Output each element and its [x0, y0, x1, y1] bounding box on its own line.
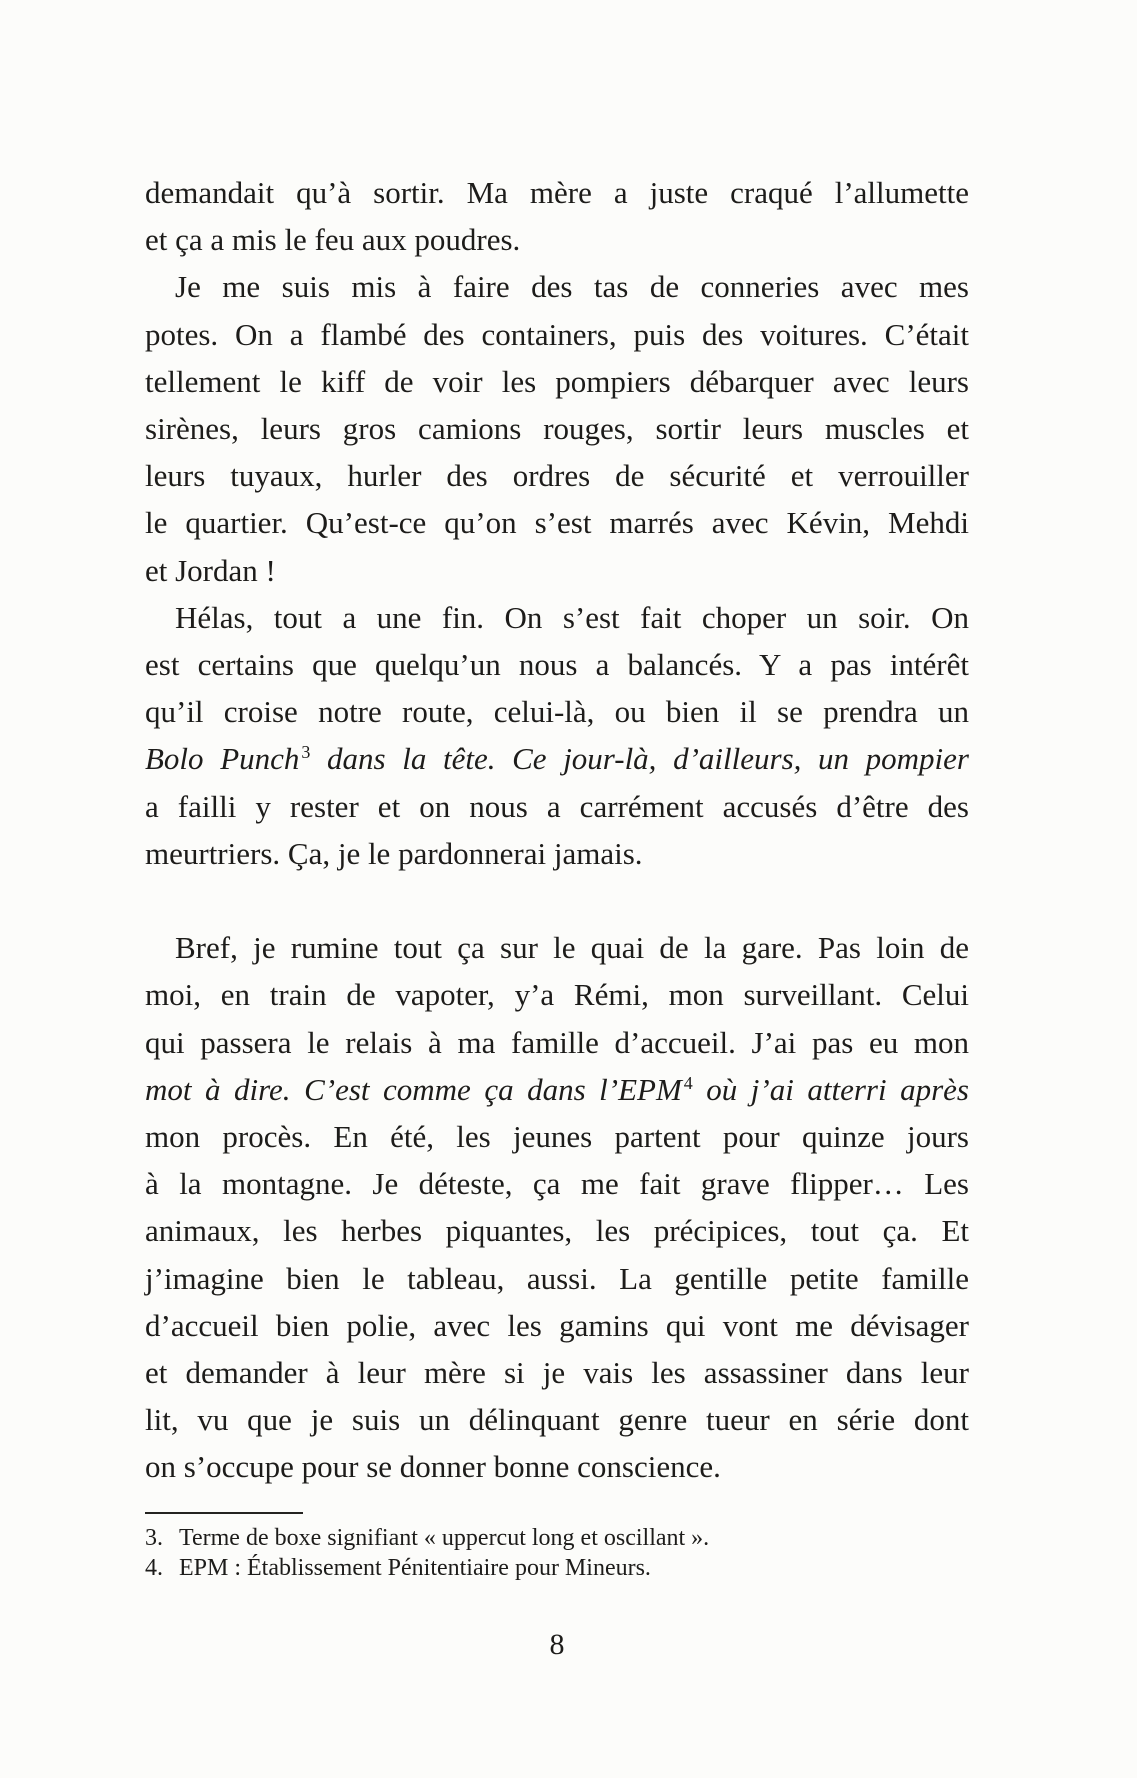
paragraph	[145, 924, 969, 1490]
italic-text: Bolo Punch	[145, 741, 300, 777]
footnote-separator	[145, 1512, 303, 1514]
text-line: le quartier. Qu’est-ce qu’on s’est marrés avec Kévin, Mehdi	[145, 505, 969, 541]
text-line	[145, 1066, 969, 1113]
text-line: mon procès. En été, les jeunes partent pour quinze jours	[145, 1119, 969, 1155]
footnote-number: 4.	[145, 1555, 163, 1581]
text-line: et demander à leur mère si je vais les assassiner dans leur	[145, 1355, 969, 1391]
footnotes	[145, 1512, 969, 1583]
text-line: qu’il croise notre route, celui-là, ou bien il se prendra un	[145, 694, 969, 730]
text-line: j’imagine bien le tableau, aussi. La gentille petite famille	[145, 1260, 969, 1296]
text-line: qui passera le relais à ma famille d’accueil. J’ai pas eu mon	[145, 1024, 969, 1060]
text-line: Bref, je rumine tout ça sur le quai de la gare. Pas loin de	[175, 930, 969, 966]
footnote-number: 3.	[145, 1525, 163, 1551]
italic-text: dans la tête. Ce jour-là, d’ailleurs, un pompier	[310, 741, 969, 777]
footnote	[145, 1553, 969, 1583]
text-line: et Jordan !	[145, 552, 276, 588]
text-line: est certains que quelqu’un nous a balancés. Y a pas intérêt	[145, 647, 969, 683]
body-text	[145, 169, 969, 1491]
footnote-text: EPM : Établissement Pénitentiaire pour Mineurs.	[179, 1555, 651, 1581]
text-line: à la montagne. Je déteste, ça me fait grave flipper… Les	[145, 1166, 969, 1202]
text-line: on s’occupe pour se donner bonne conscience.	[145, 1449, 721, 1485]
text-line: animaux, les herbes piquantes, les précipices, tout ça. Et	[145, 1213, 969, 1249]
text-line: Hélas, tout a une fin. On s’est fait choper un soir. On	[175, 599, 969, 635]
text-line: sirènes, leurs gros camions rouges, sortir leurs muscles et	[145, 411, 969, 447]
footnote-list	[145, 1523, 969, 1583]
footnote-text: Terme de boxe signifiant « uppercut long et oscillant ».	[179, 1525, 710, 1551]
paragraph	[145, 263, 969, 593]
italic-text: où j’ai atterri après	[692, 1071, 969, 1107]
text-line: demandait qu’à sortir. Ma mère a juste craqué l’allumette	[145, 175, 969, 210]
text-line: leurs tuyaux, hurler des ordres de sécurité et verrouiller	[145, 458, 969, 494]
text-line: et ça a mis le feu aux poudres.	[145, 222, 521, 258]
page-number: 8	[549, 1628, 565, 1661]
text-line: a failli y rester et on nous a carrément accusés d’être des	[145, 788, 969, 824]
text-line: meurtriers. Ça, je le pardonnerai jamais.	[145, 835, 643, 871]
text-line: lit, vu que je suis un délinquant genre tueur en série dont	[145, 1402, 969, 1438]
footnote-reference: 4	[683, 1072, 693, 1093]
text-line: tellement le kiff de voir les pompiers débarquer avec leurs	[145, 363, 969, 399]
text-line: Je me suis mis à faire des tas de conneries avec mes	[175, 269, 969, 305]
paragraph	[145, 594, 969, 877]
italic-text: mot à dire. C’est comme ça dans l’EPM	[145, 1071, 682, 1107]
paragraph	[145, 169, 969, 263]
text-line: potes. On a flambé des containers, puis des voitures. C’était	[145, 316, 969, 352]
text-line: moi, en train de vapoter, y’a Rémi, mon surveillant. Celui	[145, 977, 969, 1013]
text-line: d’accueil bien polie, avec les gamins qui vont me dévisager	[145, 1307, 969, 1343]
text-line	[145, 735, 969, 782]
footnote-reference: 3	[301, 742, 311, 763]
footnote	[145, 1523, 969, 1553]
